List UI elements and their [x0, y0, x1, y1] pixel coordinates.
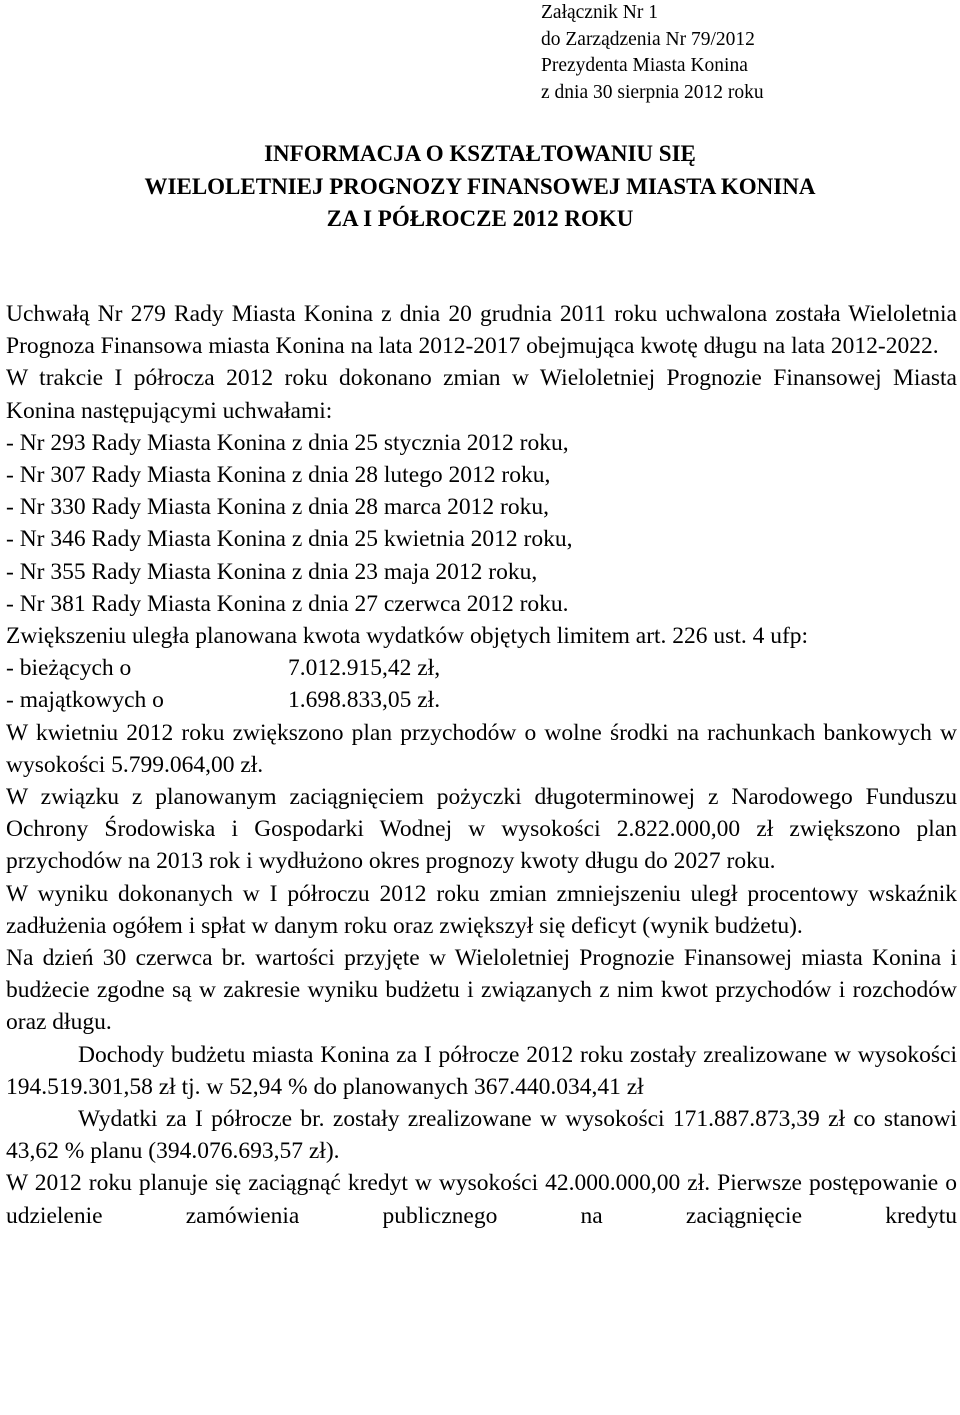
list-item: - Nr 307 Rady Miasta Konina z dnia 28 lutego 2012 roku,	[6, 462, 551, 489]
attachment-line: do Zarządzenia Nr 79/2012	[541, 28, 755, 50]
paragraph-june-values: Na dzień 30 czerwca br. wartości przyjęte w Wieloletniej Prognozie Finansowej miasta Konina i budżecie zgodne są w zakresie wyniku budżetu i związanych z nim kwot przychodów i rozchodów oraz długu.	[6, 945, 957, 1036]
paragraph-income: Dochody budżetu miasta Konina za I półrocze 2012 roku zostały zrealizowane w wysokości 194.519.301,58 zł tj. w 52,94 % do planowanych 367.440.034,41 zł	[6, 1041, 957, 1100]
amount-label: - bieżących o	[6, 655, 132, 682]
paragraph-expenses: Wydatki za I półrocze br. zostały zrealizowane w wysokości 171.887.873,39 zł co stanowi 43,62 % planu (394.076.693,57 zł).	[6, 1106, 957, 1165]
amount-row	[6, 684, 957, 716]
paragraph-credit: W 2012 roku planuje się zaciągnąć kredyt w wysokości 42.000.000,00 zł. Pierwsze postępowanie o udzielenie zamówienia publicznego na zaciągnięcie kredytu	[6, 1170, 957, 1229]
attachment-line: Prezydenta Miasta Konina	[541, 55, 748, 76]
paragraph-resolution-279: Uchwałą Nr 279 Rady Miasta Konina z dnia 20 grudnia 2011 roku uchwalona została Wieloletnia Prognoza Finansowa miasta Konina na lata 2012-2017 obejmująca kwotę długu na lata 2012-2022.	[6, 301, 957, 360]
amounts-list	[6, 652, 957, 716]
document-body	[6, 298, 957, 1232]
amount-row	[6, 652, 957, 684]
title-line: ZA I PÓŁROCZE 2012 ROKU	[326, 206, 634, 231]
list-item: - Nr 330 Rady Miasta Konina z dnia 28 marca 2012 roku,	[6, 494, 549, 521]
list-item: - Nr 381 Rady Miasta Konina z dnia 27 czerwca 2012 roku.	[6, 590, 569, 617]
title-line: INFORMACJA O KSZTAŁTOWANIU SIĘ	[264, 141, 696, 166]
list-item: - Nr 346 Rady Miasta Konina z dnia 25 kwietnia 2012 roku,	[6, 526, 573, 553]
resolutions-list	[6, 427, 957, 620]
paragraph-expenditure-increase: Zwiększeniu uległa planowana kwota wydatków objętych limitem art. 226 ust. 4 ufp:	[6, 623, 809, 650]
list-item: - Nr 293 Rady Miasta Konina z dnia 25 stycznia 2012 roku,	[6, 429, 569, 456]
paragraph-changes-intro: W trakcie I półrocza 2012 roku dokonano zmian w Wieloletniej Prognozie Finansowej Miasta Konina następującymi uchwałami:	[6, 365, 957, 424]
amount-value: 7.012.915,42 zł,	[288, 655, 441, 682]
paragraph-april-revenue: W kwietniu 2012 roku zwiększono plan przychodów o wolne środki na rachunkach bankowych w wysokości 5.799.064,00 zł.	[6, 719, 957, 778]
amount-label: - majątkowych o	[6, 687, 164, 714]
attachment-header	[541, 0, 764, 106]
paragraph-changes-result: W wyniku dokonanych w I półroczu 2012 roku zmian zmniejszeniu uległ procentowy wskaźnik zadłużenia ogółem i spłat w danym roku oraz zwiększył się deficyt (wynik budżetu).	[6, 880, 957, 939]
title-line: WIELOLETNIEJ PROGNOZY FINANSOWEJ MIASTA KONINA	[144, 173, 816, 199]
list-item: - Nr 355 Rady Miasta Konina z dnia 23 maja 2012 roku,	[6, 558, 538, 585]
amount-value: 1.698.833,05 zł.	[288, 687, 441, 714]
paragraph-loan: W związku z planowanym zaciągnięciem pożyczki długoterminowej z Narodowego Funduszu Ochrony Środowiska i Gospodarki Wodnej w wysokości 2.822.000,00 zł zwiększono plan przychodów na 2013 rok i wydłużono okres prognozy kwoty długu do 2027 roku.	[6, 784, 957, 875]
attachment-line: z dnia 30 sierpnia 2012 roku	[541, 81, 764, 103]
document-title	[0, 138, 960, 236]
attachment-line: Załącznik Nr 1	[541, 2, 658, 23]
